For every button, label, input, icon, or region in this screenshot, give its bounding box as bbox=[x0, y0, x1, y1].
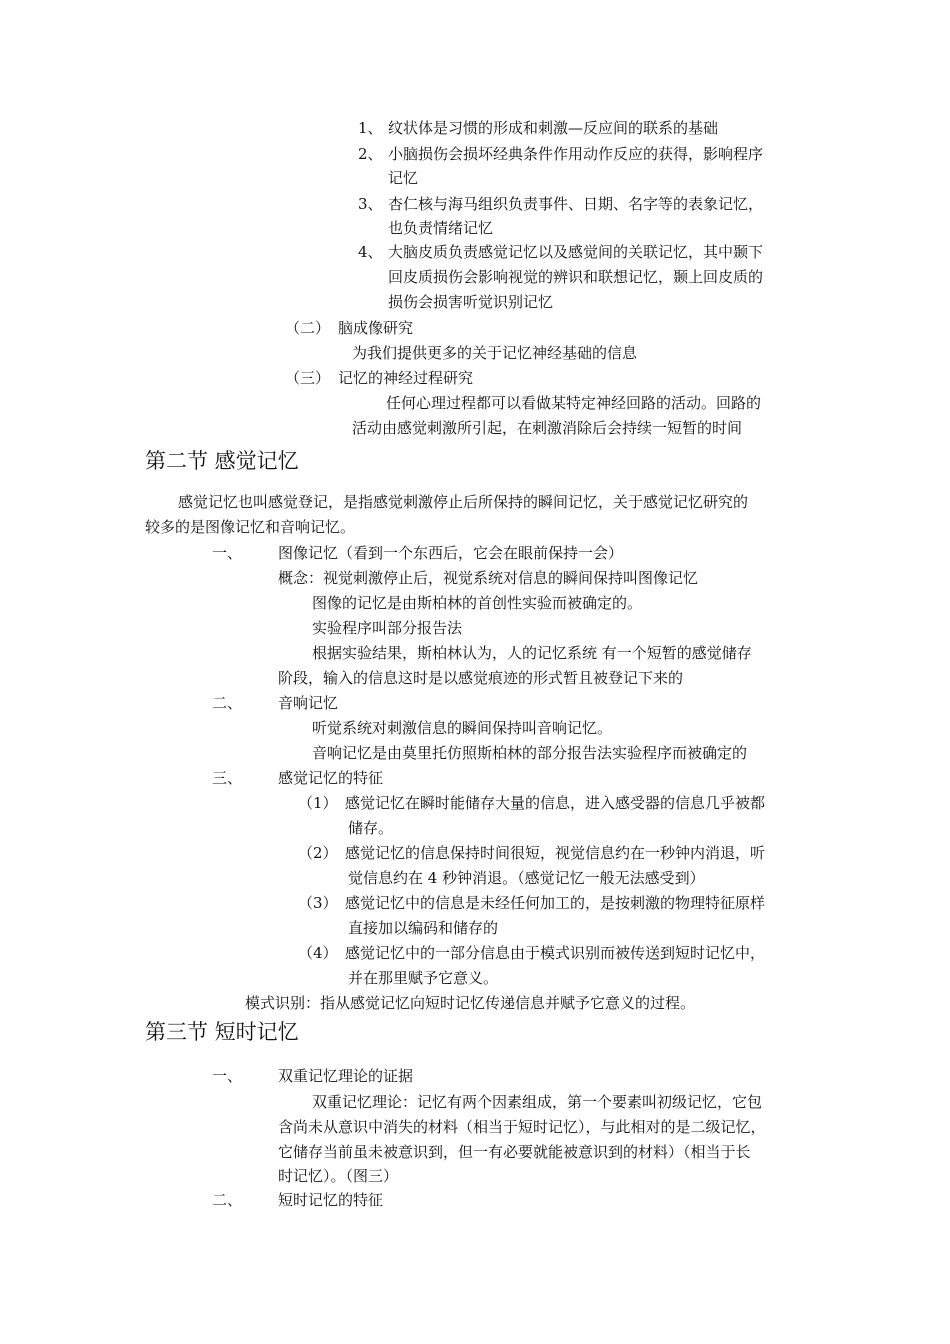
definition: 模式识别：指从感觉记忆向短时记忆传递信息并赋予它意义的过程。 bbox=[245, 994, 696, 1012]
paragraph: 实验程序叫部分报告法 bbox=[312, 619, 463, 637]
paragraph: 任何心理过程都可以看做某特定神经回路的活动。回路的 bbox=[386, 394, 762, 412]
paragraph: 较多的是图像记忆和音响记忆。 bbox=[145, 518, 356, 536]
paragraph: 双重记忆理论：记忆有两个因素组成，第一个要素叫初级记忆，它包 bbox=[312, 1093, 763, 1111]
paragraph: 活动由感觉刺激所引起，在刺激消除后会持续一短暂的时间 bbox=[352, 419, 743, 437]
list-item-text: 损伤会损害听觉识别记忆 bbox=[388, 293, 554, 311]
feature-text: 感觉记忆中的信息是未经任何加工的，是按刺激的物理特征原样 bbox=[345, 894, 766, 912]
subsection-number: （三） bbox=[285, 369, 331, 387]
item-number: 一、 bbox=[212, 544, 243, 562]
paragraph: 含尚未从意识中消失的材料（相当于短时记忆），与此相对的是二级记忆， bbox=[278, 1118, 766, 1136]
item-title: 图像记忆（看到一个东西后，它会在眼前保持一会） bbox=[278, 544, 624, 562]
feature-number: （2） bbox=[298, 844, 338, 862]
paragraph: 为我们提供更多的关于记忆神经基础的信息 bbox=[352, 344, 638, 362]
list-number: 2、 bbox=[358, 145, 383, 163]
feature-number: （4） bbox=[298, 944, 338, 962]
feature-number: （1） bbox=[298, 794, 338, 812]
feature-text: 感觉记忆在瞬时能储存大量的信息，进入感受器的信息几乎被都 bbox=[345, 794, 766, 812]
item-title: 短时记忆的特征 bbox=[278, 1191, 384, 1209]
paragraph: 它储存当前虽未被意识到，但一有必要就能被意识到的材料）（相当于长 bbox=[278, 1143, 751, 1161]
list-item-text: 纹状体是习惯的形成和刺激—反应间的联系的基础 bbox=[388, 119, 719, 137]
feature-text: 感觉记忆中的一部分信息由于模式识别而被传送到短时记忆中， bbox=[345, 944, 766, 962]
section-heading: 第三节 短时记忆 bbox=[145, 1020, 299, 1044]
item-number: 一、 bbox=[212, 1067, 243, 1085]
paragraph: 听觉系统对刺激信息的瞬间保持叫音响记忆。 bbox=[312, 719, 613, 737]
list-item-text: 记忆 bbox=[388, 169, 419, 187]
paragraph: 根据实验结果，斯柏林认为，人的记忆系统 有一个短暂的感觉储存 bbox=[312, 644, 752, 662]
feature-number: （3） bbox=[298, 894, 338, 912]
paragraph: 阶段，输入的信息这时是以感觉痕迹的形式暂且被登记下来的 bbox=[278, 669, 684, 687]
subsection-title: 脑成像研究 bbox=[338, 319, 414, 337]
feature-text: 觉信息约在 4 秒钟消退。（感觉记忆一般无法感受到） bbox=[348, 869, 705, 887]
paragraph: 图像的记忆是由斯柏林的首创性实验而被确定的。 bbox=[312, 594, 643, 612]
item-title: 音响记忆 bbox=[278, 694, 339, 712]
list-item-text: 也负责情绪记忆 bbox=[388, 219, 494, 237]
item-number: 二、 bbox=[212, 1191, 243, 1209]
section-heading: 第二节 感觉记忆 bbox=[145, 449, 299, 473]
item-number: 三、 bbox=[212, 769, 243, 787]
paragraph: 感觉记忆也叫感觉登记，是指感觉刺激停止后所保持的瞬间记忆，关于感觉记忆研究的 bbox=[178, 493, 749, 511]
list-item-text: 杏仁核与海马组织负责事件、日期、名字等的表象记忆， bbox=[388, 195, 764, 213]
list-item-text: 小脑损伤会损坏经典条件作用动作反应的获得，影响程序 bbox=[388, 145, 764, 163]
item-number: 二、 bbox=[212, 694, 243, 712]
feature-text: 并在那里赋予它意义。 bbox=[348, 969, 499, 987]
item-title: 感觉记忆的特征 bbox=[278, 769, 384, 787]
feature-text: 直接加以编码和储存的 bbox=[348, 919, 499, 937]
list-number: 4、 bbox=[358, 243, 383, 261]
list-item-text: 回皮质损伤会影响视觉的辨识和联想记忆，颞上回皮质的 bbox=[388, 268, 764, 286]
list-number: 3、 bbox=[358, 195, 383, 213]
feature-text: 感觉记忆的信息保持时间很短，视觉信息约在一秒钟内消退，听 bbox=[345, 844, 766, 862]
feature-text: 储存。 bbox=[348, 819, 394, 837]
paragraph: 时记忆）。（图三） bbox=[278, 1167, 399, 1185]
list-number: 1、 bbox=[358, 119, 383, 137]
item-title: 双重记忆理论的证据 bbox=[278, 1067, 414, 1085]
paragraph: 概念：视觉刺激停止后，视觉系统对信息的瞬间保持叫图像记忆 bbox=[278, 569, 699, 587]
subsection-title: 记忆的神经过程研究 bbox=[338, 369, 474, 387]
paragraph: 音响记忆是由莫里托仿照斯柏林的部分报告法实验程序而被确定的 bbox=[312, 744, 748, 762]
list-item-text: 大脑皮质负责感觉记忆以及感觉间的关联记忆，其中颞下 bbox=[388, 243, 764, 261]
subsection-number: （二） bbox=[285, 319, 331, 337]
